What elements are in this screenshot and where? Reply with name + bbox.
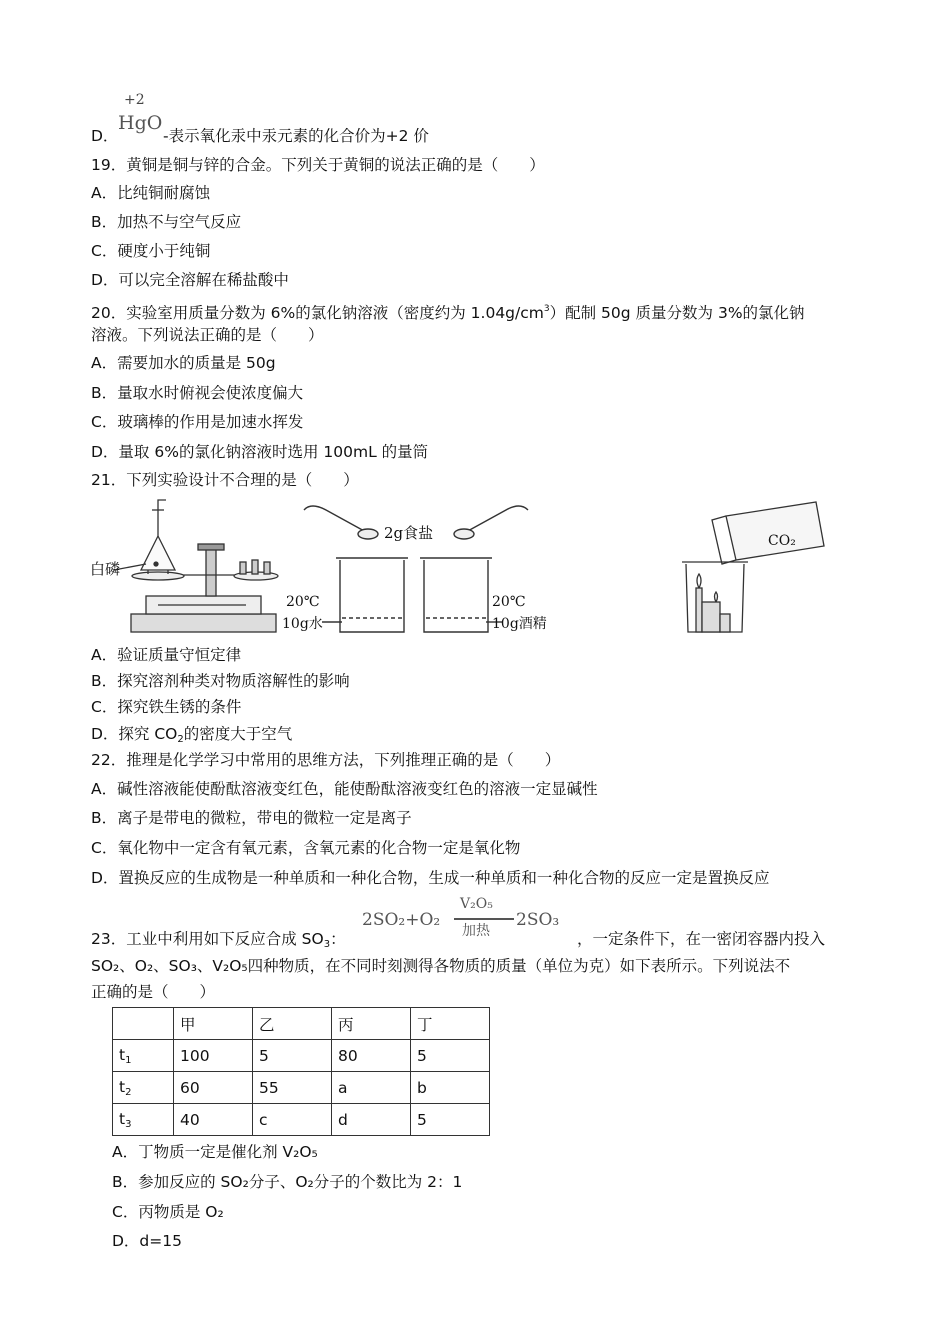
alcohol-label: 10g酒精 [492, 616, 547, 632]
q21-option-d-sub: 2 [177, 734, 184, 745]
q20-option-c: C．玻璃棒的作用是加速水挥发 [91, 413, 304, 431]
table-time-cell [113, 1104, 174, 1136]
table-row [113, 1040, 490, 1072]
reaction-equation [362, 896, 574, 942]
equation-right: 2SO₃ [516, 910, 560, 930]
salt-label: 2g食盐 [384, 524, 434, 542]
co2-label: CO₂ [768, 533, 796, 549]
temp-left-label: 20℃ [286, 594, 320, 610]
q23-stem-line3: 正确的是（ ） [91, 983, 216, 1001]
water-label: 10g水 [282, 616, 323, 632]
q19-option-b: B．加热不与空气反应 [91, 213, 242, 231]
q20-option-a: A．需要加水的质量是 50g [91, 354, 276, 372]
q19-option-c: C．硬度小于纯铜 [91, 242, 211, 260]
q19-stem: 19．黄铜是铜与锌的合金。下列关于黄铜的说法正确的是（ ） [91, 156, 545, 174]
q20-stem-line1 [91, 298, 805, 324]
beakers [322, 558, 502, 632]
q23-option-c: C．丙物质是 O₂ [112, 1203, 224, 1221]
table-cell: a [332, 1072, 411, 1104]
table-time-cell [113, 1072, 174, 1104]
q21-option-d [91, 723, 292, 751]
table-header-cell: 甲 [174, 1008, 253, 1040]
q19-option-a: A．比纯铜耐腐蚀 [91, 184, 211, 202]
q21-option-a: A．验证质量守恒定律 [91, 646, 242, 664]
time-sub: 2 [125, 1086, 132, 1098]
table-cell: 5 [411, 1104, 490, 1136]
q23-stem-a: 23．工业中利用如下反应合成 SO [91, 930, 324, 948]
table-cell: d [332, 1104, 411, 1136]
q23-stem-line2: SO₂、O₂、SO₃、V₂O₅四种物质，在不同时刻测得各物质的质量（单位为克）如下表所示。下列说法不 [91, 957, 791, 975]
q20-stem-a: 20．实验室用质量分数为 6%的氯化钠溶液（密度约为 1.04g/cm [91, 304, 544, 322]
balance-apparatus [114, 500, 278, 632]
q18-option-d [91, 125, 118, 147]
table-header-row [113, 1008, 490, 1040]
mass-table [112, 1007, 490, 1136]
time-label: t [119, 1045, 126, 1064]
q23-stem-b: ，一定条件下，在一密闭容器内投入 [577, 930, 826, 948]
q22-option-b: B．离子是带电的微粒，带电的微粒一定是离子 [91, 809, 412, 827]
table-cell: 80 [332, 1040, 411, 1072]
table-header-cell [113, 1008, 174, 1040]
q23-option-a: A．丁物质一定是催化剂 V₂O₅ [112, 1143, 318, 1161]
q20-option-d: D．量取 6%的氯化钠溶液时选用 100mL 的量筒 [91, 443, 429, 461]
q22-stem: 22．推理是化学学习中常用的思维方法，下列推理正确的是（ ） [91, 751, 561, 769]
temp-right-label: 20℃ [492, 594, 526, 610]
q23-stem-a-colon: ： [330, 930, 346, 948]
q18-option-d-text: -表示氧化汞中汞元素的化合价为+2 价 [163, 127, 429, 145]
valence-label: +2 [124, 92, 145, 108]
q21-option-d-a: D．探究 CO [91, 725, 178, 743]
co2-apparatus [682, 502, 824, 632]
table-header-cell: 丙 [332, 1008, 411, 1040]
q21-option-b: B．探究溶剂种类对物质溶解性的影响 [91, 672, 350, 690]
q21-option-c: C．探究铁生锈的条件 [91, 698, 242, 716]
table-cell: b [411, 1072, 490, 1104]
q23-option-b: B．参加反应的 SO₂分子、O₂分子的个数比为 2：1 [112, 1173, 463, 1191]
white-phosphorus-label: 白磷 [90, 560, 121, 578]
table-cell: 100 [174, 1040, 253, 1072]
q23-stem-a-sub: 3 [323, 939, 331, 950]
table-header-cell: 丁 [411, 1008, 490, 1040]
table-row [113, 1072, 490, 1104]
q19-option-d: D．可以完全溶解在稀盐酸中 [91, 271, 289, 289]
time-sub: 1 [125, 1054, 132, 1066]
time-label: t [119, 1077, 126, 1096]
table-row [113, 1104, 490, 1136]
q21-stem: 21．下列实验设计不合理的是（ ） [91, 471, 359, 489]
equation-catalyst: V₂O₅ [460, 896, 493, 912]
table-cell: 55 [253, 1072, 332, 1104]
time-sub: 3 [125, 1118, 132, 1130]
q23-option-d: D．d=15 [112, 1232, 182, 1250]
q20-stem-line2: 溶液。下列说法正确的是（ ） [91, 326, 324, 344]
q21-experiment-figure [86, 496, 836, 640]
q20-option-b: B．量取水时俯视会使浓度偏大 [91, 384, 304, 402]
table-cell: 5 [411, 1040, 490, 1072]
time-label: t [119, 1109, 126, 1128]
q20-stem-sup: 3 [543, 304, 550, 314]
q20-stem-b: ）配制 50g 质量分数为 3%的氯化钠 [549, 304, 805, 322]
table-header-cell: 乙 [253, 1008, 332, 1040]
hgo-formula: HgO [118, 112, 163, 134]
q22-option-c: C．氧化物中一定含有氧元素，含氧元素的化合物一定是氧化物 [91, 839, 521, 857]
q23-stem-a-line [91, 928, 346, 956]
table-cell: 40 [174, 1104, 253, 1136]
table-cell: 60 [174, 1072, 253, 1104]
q18-option-d-prefix: D． [91, 127, 119, 145]
table-cell: c [253, 1104, 332, 1136]
table-time-cell [113, 1040, 174, 1072]
q22-option-a: A．碱性溶液能使酚酞溶液变红色，能使酚酞溶液变红色的溶液一定显碱性 [91, 780, 598, 798]
q21-option-d-b: 的密度大于空气 [183, 725, 293, 743]
equation-condition: 加热 [462, 923, 490, 939]
equation-left: 2SO₂+O₂ [362, 910, 441, 930]
q22-option-d: D．置换反应的生成物是一种单质和一种化合物，生成一种单质和一种化合物的反应一定是置换反应 [91, 869, 770, 887]
table-cell: 5 [253, 1040, 332, 1072]
